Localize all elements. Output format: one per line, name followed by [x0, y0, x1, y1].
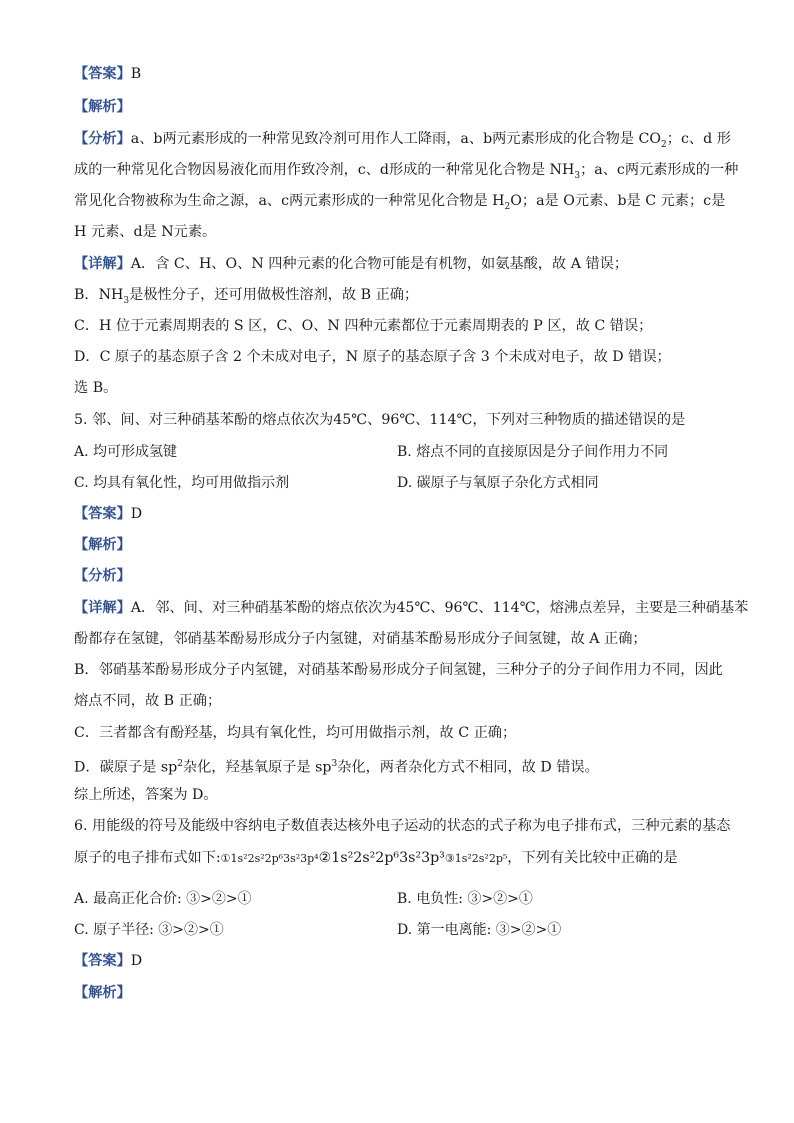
- text: H 元素、d是 N元素。: [74, 224, 217, 240]
- q5-detail-a2: [74, 629, 647, 649]
- text: 6. 用能级的符号及能级中容纳电子数值表达核外电子运动的状态的式子称为电子排布式，三种元素的基态: [74, 818, 731, 834]
- answer-tag: 【答案】: [74, 506, 131, 522]
- q4-detail-a: [74, 254, 628, 274]
- text: 酚都存在氢键，邻硝基苯酚易形成分子内氢键，对硝基苯酚易形成分子间氢键，故 A 正确；: [74, 631, 647, 647]
- q5-option-a: A. 均可形成氢键: [74, 444, 178, 460]
- text: A．含 C、H、O、N 四种元素的化合物可能是有机物，如氨基酸，故 A 错误；: [130, 256, 629, 272]
- q6-stem-2: [74, 848, 678, 869]
- superscript: 3: [331, 759, 338, 769]
- text: 熔点不同，故 B 正确；: [74, 693, 222, 709]
- text: 成的一种常见化合物因易液化而用作致冷剂，c、d形成的一种常见化合物是 NH: [74, 162, 575, 178]
- text: A．邻、间、对三种硝基苯酚的熔点依次为45℃、96℃、114℃，熔沸点差异，主要是三种硝基苯: [130, 600, 749, 616]
- answer-value: D: [130, 953, 143, 969]
- text: O；a是 O元素、b是 C 元素；c是: [510, 193, 726, 209]
- q5-option-c: C. 均具有氧化性，均可用做指示剂: [74, 475, 290, 491]
- text: C．H 位于元素周期表的 S 区，C、O、N 四种元素都位于元素周期表的 P 区，故 C 错误；: [74, 318, 653, 334]
- detail-tag: 【详解】: [74, 256, 131, 272]
- subscript: 2: [504, 201, 511, 212]
- q5-answer-line: [74, 504, 142, 524]
- analysis-tag: 【解析】: [74, 985, 131, 1001]
- text: ；a、c两元素形成的一种: [580, 162, 739, 178]
- subscript: 3: [123, 295, 130, 306]
- answer-value: B: [130, 66, 142, 82]
- q5-conclusion: [74, 785, 218, 805]
- electron-config-3: ③1s²2s²2p⁵: [444, 852, 508, 865]
- answer-value: D: [130, 506, 143, 522]
- detail-tag: 【详解】: [74, 600, 131, 616]
- answer-tag: 【答案】: [74, 66, 131, 82]
- q6-option-b: B. 电负性: ③>②>①: [397, 891, 533, 907]
- subscript: 3: [574, 170, 581, 181]
- q4-fenxi-line-2: [74, 160, 738, 186]
- subscript: 2: [661, 139, 667, 150]
- q6-option-c: C. 原子半径: ③>②>①: [74, 922, 224, 938]
- q4-conclusion: [74, 378, 117, 398]
- electron-config-2: ②1s²2s²2p⁶3s²3p³: [318, 850, 445, 866]
- q6-analysis-line: [74, 983, 131, 1003]
- q4-answer-line: [74, 64, 141, 84]
- q5-option-b: B. 熔点不同的直接原因是分子间作用力不同: [397, 444, 669, 460]
- text: 是极性分子，还可用做极性溶剂，故 B 正确；: [129, 287, 419, 303]
- q6-option-d: D. 第一电离能: ③>②>①: [397, 922, 562, 938]
- text: 杂化，羟基氧原子是 sp: [182, 759, 332, 776]
- q4-fenxi-line-4: [74, 222, 216, 242]
- q5-detail-d: [74, 754, 599, 778]
- q6-answer-line: [74, 951, 142, 971]
- q4-detail-c: [74, 316, 652, 336]
- text: ；c、d 形: [666, 131, 731, 147]
- q4-detail-b: [74, 285, 418, 311]
- text: 选 B。: [74, 380, 118, 396]
- q5-detail-c: [74, 723, 516, 743]
- text: a、b两元素形成的一种常见致冷剂可用作人工降雨，a、b两元素形成的化合物是 CO: [130, 131, 662, 147]
- text: 原子的电子排布式如下:: [74, 850, 221, 866]
- q4-fenxi-line-3: [74, 191, 725, 217]
- q5-detail-a1: [74, 598, 748, 618]
- text: 杂化，两者杂化方式不相同，故 D 错误。: [337, 759, 599, 776]
- q6-option-a: A. 最高正化合价: ③>②>①: [74, 891, 252, 907]
- text: D．碳原子是 sp: [74, 759, 178, 776]
- superscript: 2: [177, 759, 183, 769]
- text: D．C 原子的基态原子含 2 个未成对电子，N 原子的基态原子含 3 个未成对电子，故 D 错误；: [74, 349, 671, 365]
- q5-fenxi-line: [74, 566, 131, 586]
- q5-detail-b2: [74, 691, 221, 711]
- text: B．邻硝基苯酚易形成分子内氢键，对硝基苯酚易形成分子间氢键，三种分子的分子间作用力不同，因此: [74, 662, 723, 678]
- fenxi-tag: 【分析】: [74, 131, 131, 147]
- q4-analysis-line: [74, 97, 131, 117]
- fenxi-tag: 【分析】: [74, 568, 131, 584]
- electron-config-1: ①1s²2s²2p⁶3s²3p⁴: [220, 852, 319, 865]
- q4-fenxi-line-1: [74, 129, 731, 155]
- q5-analysis-line: [74, 535, 131, 555]
- answer-tag: 【答案】: [74, 953, 131, 969]
- q5-stem: [74, 410, 685, 430]
- q5-detail-b1: [74, 660, 723, 680]
- text: ，下列有关比较中正确的是: [507, 850, 678, 866]
- analysis-tag: 【解析】: [74, 99, 131, 115]
- analysis-tag: 【解析】: [74, 537, 131, 553]
- q5-option-d: D. 碳原子与氧原子杂化方式相同: [397, 475, 599, 491]
- text: B．NH: [74, 287, 124, 303]
- text: 综上所述，答案为 D。: [74, 787, 218, 803]
- q4-detail-d: [74, 347, 671, 367]
- text: C．三者都含有酚羟基，均具有氧化性，均可用做指示剂，故 C 正确；: [74, 725, 517, 741]
- text: 5. 邻、间、对三种硝基苯酚的熔点依次为45℃、96℃、114℃，下列对三种物质的描述错误的是: [74, 412, 686, 428]
- text: 常见化合物被称为生命之源，a、c两元素形成的一种常见化合物是 H: [74, 193, 505, 209]
- q6-stem-1: [74, 816, 731, 836]
